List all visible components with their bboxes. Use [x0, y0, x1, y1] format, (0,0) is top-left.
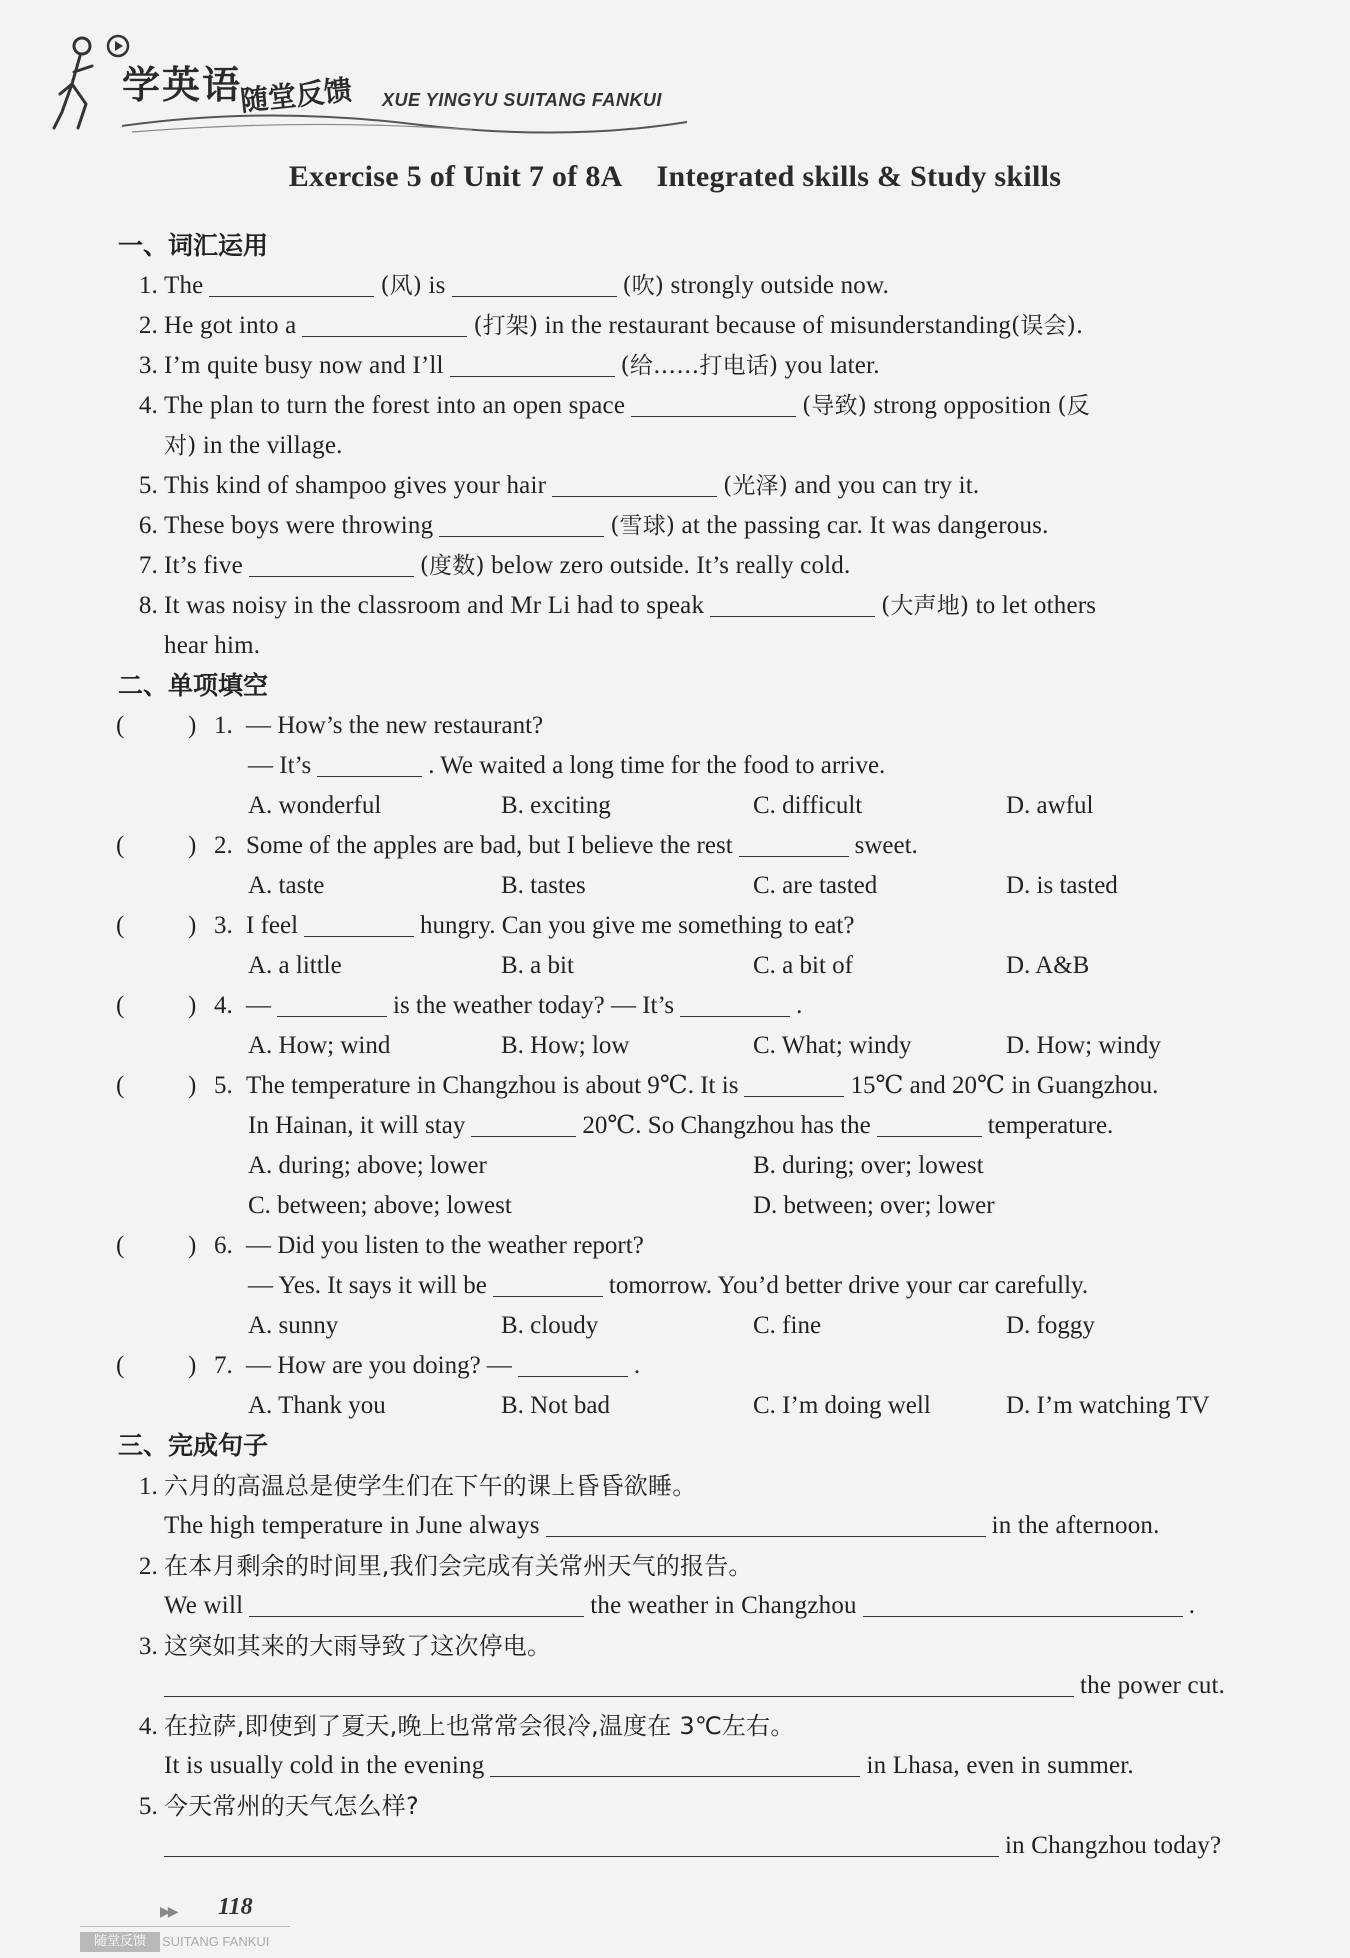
mc-question-7: ( ) 7. — How are you doing? — .	[116, 1346, 1280, 1386]
option-a[interactable]: A. a little	[248, 952, 342, 979]
mc-options-5-row1	[116, 1146, 1280, 1186]
answer-blank[interactable]	[209, 270, 374, 297]
answer-paren-open[interactable]: (	[116, 1352, 125, 1379]
option-c[interactable]: C. difficult	[753, 792, 863, 819]
option-c[interactable]: C. between; above; lowest	[248, 1192, 512, 1219]
option-d[interactable]: D. between; over; lower	[753, 1192, 995, 1219]
logo-cn-main: 学英语	[122, 63, 243, 107]
option-d[interactable]: D. foggy	[1006, 1312, 1095, 1339]
title-right: Integrated skills & Study skills	[656, 160, 1062, 193]
answer-blank[interactable]	[518, 1350, 628, 1377]
mc-question-3: ( ) 3. I feel hungry. Can you give me something to eat?	[116, 906, 1280, 946]
answer-blank[interactable]	[249, 550, 414, 577]
vocab-item-2: 2. He got into a (打架) in the restaurant because of misunderstanding(误会).	[138, 312, 1084, 339]
mc-options-6	[116, 1306, 1280, 1346]
answer-paren-open[interactable]: (	[116, 912, 125, 939]
sentence-3-cn: 3. 这突如其来的大雨导致了这次停电。	[138, 1632, 552, 1660]
mc-options-2	[116, 866, 1280, 906]
answer-blank[interactable]	[450, 350, 615, 377]
option-a[interactable]: A. wonderful	[248, 792, 382, 819]
answer-paren-open[interactable]: (	[116, 1072, 125, 1099]
option-c[interactable]: C. I’m doing well	[753, 1392, 931, 1419]
answer-blank[interactable]	[304, 910, 414, 937]
option-d[interactable]: D. I’m watching TV	[1006, 1392, 1210, 1419]
option-b[interactable]: B. cloudy	[501, 1312, 599, 1339]
answer-paren-open[interactable]: (	[116, 832, 125, 859]
title-left: Exercise 5 of Unit 7 of 8A	[288, 160, 623, 193]
option-b[interactable]: B. tastes	[501, 872, 586, 899]
header-logo	[52, 26, 692, 136]
vocab-item-4: 4. The plan to turn the forest into an open space (导致) strong opposition (反	[138, 392, 1090, 419]
vocab-item-4-cont: 对) in the village.	[164, 432, 343, 459]
sentence-2-en: We will the weather in Changzhou .	[164, 1592, 1196, 1619]
option-a[interactable]: A. taste	[248, 872, 325, 899]
option-b[interactable]: B. How; low	[501, 1032, 630, 1059]
mc-question-5-line2: In Hainan, it will stay 20℃. So Changzhou has the temperature.	[248, 1112, 1114, 1139]
option-a[interactable]: A. sunny	[248, 1312, 339, 1339]
sentence-3-en: the power cut.	[116, 1666, 1280, 1706]
answer-blank[interactable]	[710, 590, 875, 617]
answer-blank[interactable]	[249, 1590, 584, 1617]
answer-blank[interactable]	[877, 1110, 982, 1137]
mc-options-4	[116, 1026, 1280, 1066]
option-a[interactable]: A. Thank you	[248, 1392, 386, 1419]
answer-blank[interactable]	[302, 310, 467, 337]
vocab-item-5: 5. This kind of shampoo gives your hair (光泽) and you can try it.	[138, 472, 980, 499]
page-title	[0, 160, 1350, 194]
answer-blank[interactable]	[680, 990, 790, 1017]
vocab-item-8-cont: hear him.	[164, 632, 261, 659]
logo-en: XUE YINGYU SUITANG FANKUI	[382, 90, 662, 110]
answer-blank[interactable]	[863, 1590, 1183, 1617]
option-c[interactable]: C. fine	[753, 1312, 822, 1339]
vocab-item-3: 3. I’m quite busy now and I’ll (给……打电话) you later.	[138, 352, 880, 379]
answer-blank[interactable]	[277, 990, 387, 1017]
worksheet-content	[116, 226, 1280, 1866]
option-d[interactable]: D. is tasted	[1006, 872, 1118, 899]
answer-blank[interactable]	[546, 1510, 986, 1537]
vocab-item-8: 8. It was noisy in the classroom and Mr Li had to speak (大声地) to let others	[138, 592, 1097, 619]
answer-blank[interactable]	[744, 1070, 844, 1097]
answer-blank[interactable]	[164, 1830, 999, 1857]
answer-blank[interactable]	[164, 1670, 1074, 1697]
option-c[interactable]: C. a bit of	[753, 952, 853, 979]
option-d[interactable]: D. awful	[1006, 792, 1094, 819]
sentence-4-cn: 4. 在拉萨,即使到了夏天,晚上也常常会很冷,温度在 3℃左右。	[138, 1712, 795, 1740]
answer-blank[interactable]	[493, 1270, 603, 1297]
answer-blank[interactable]	[490, 1750, 860, 1777]
sentence-4-en: It is usually cold in the evening in Lhasa, even in summer.	[164, 1752, 1134, 1779]
mc-question-2: ( ) 2. Some of the apples are bad, but I believe the rest sweet.	[116, 826, 1280, 866]
mc-options-1	[116, 786, 1280, 826]
section3-heading: 三、完成句子	[118, 1431, 269, 1460]
option-a[interactable]: A. How; wind	[248, 1032, 391, 1059]
section2-heading: 二、单项填空	[118, 671, 269, 700]
answer-blank[interactable]	[471, 1110, 576, 1137]
footer-divider	[80, 1926, 290, 1927]
option-d[interactable]: D. A&B	[1006, 952, 1090, 979]
section1-heading: 一、词汇运用	[118, 231, 269, 260]
mc-question-6: ( ) 6. — Did you listen to the weather report?	[116, 1226, 1280, 1266]
option-b[interactable]: B. a bit	[501, 952, 574, 979]
answer-blank[interactable]	[552, 470, 717, 497]
answer-paren-open[interactable]: (	[116, 992, 125, 1019]
answer-blank[interactable]	[739, 830, 849, 857]
answer-blank[interactable]	[317, 750, 422, 777]
option-d[interactable]: D. How; windy	[1006, 1032, 1161, 1059]
mc-question-6-line2: — Yes. It says it will be tomorrow. You’d better drive your car carefully.	[248, 1272, 1089, 1299]
mc-question-5: ( ) 5. The temperature in Changzhou is about 9℃. It is 15℃ and 20℃ in Guangzhou.	[116, 1066, 1280, 1106]
sentence-2-cn: 2. 在本月剩余的时间里,我们会完成有关常州天气的报告。	[138, 1552, 753, 1580]
option-b[interactable]: B. Not bad	[501, 1392, 611, 1419]
option-c[interactable]: C. What; windy	[753, 1032, 912, 1059]
sentence-1-cn: 1. 六月的高温总是使学生们在下午的课上昏昏欲睡。	[138, 1472, 697, 1500]
footer-tag-en: SUITANG FANKUI	[162, 1934, 270, 1949]
answer-paren-open[interactable]: (	[116, 1232, 125, 1259]
logo-cn-sub: 随堂反馈	[238, 73, 354, 118]
answer-blank[interactable]	[631, 390, 796, 417]
vocab-item-1: 1. The (风) is (吹) strongly outside now.	[138, 272, 890, 299]
page-number: 118	[218, 1894, 253, 1920]
mc-question-1-line2: — It’s . We waited a long time for the food to arrive.	[248, 752, 886, 779]
vocab-item-6: 6. These boys were throwing (雪球) at the passing car. It was dangerous.	[138, 512, 1049, 539]
footer-arrows-icon: ▶▶	[160, 1905, 176, 1920]
vocab-item-7: 7. It’s five (度数) below zero outside. It’s really cold.	[138, 552, 851, 579]
option-a[interactable]: A. during; above; lower	[248, 1152, 487, 1179]
mc-question-1: ( ) 1. — How’s the new restaurant?	[116, 706, 1280, 746]
sentence-5-cn: 5. 今天常州的天气怎么样?	[138, 1792, 419, 1820]
option-c[interactable]: C. are tasted	[753, 872, 878, 899]
mc-question-4: ( ) 4. — is the weather today? — It’s .	[116, 986, 1280, 1026]
sentence-1-en: The high temperature in June always in the afternoon.	[164, 1512, 1160, 1539]
mc-options-7	[116, 1386, 1280, 1426]
answer-blank[interactable]	[452, 270, 617, 297]
mc-options-5-row2	[116, 1186, 1280, 1226]
mc-options-3	[116, 946, 1280, 986]
option-b[interactable]: B. exciting	[501, 792, 611, 819]
answer-blank[interactable]	[439, 510, 604, 537]
option-b[interactable]: B. during; over; lowest	[753, 1152, 984, 1179]
footer-tag-cn: 随堂反馈	[80, 1932, 160, 1952]
answer-paren-open[interactable]: (	[116, 712, 125, 739]
sentence-5-en: in Changzhou today?	[116, 1826, 1280, 1866]
